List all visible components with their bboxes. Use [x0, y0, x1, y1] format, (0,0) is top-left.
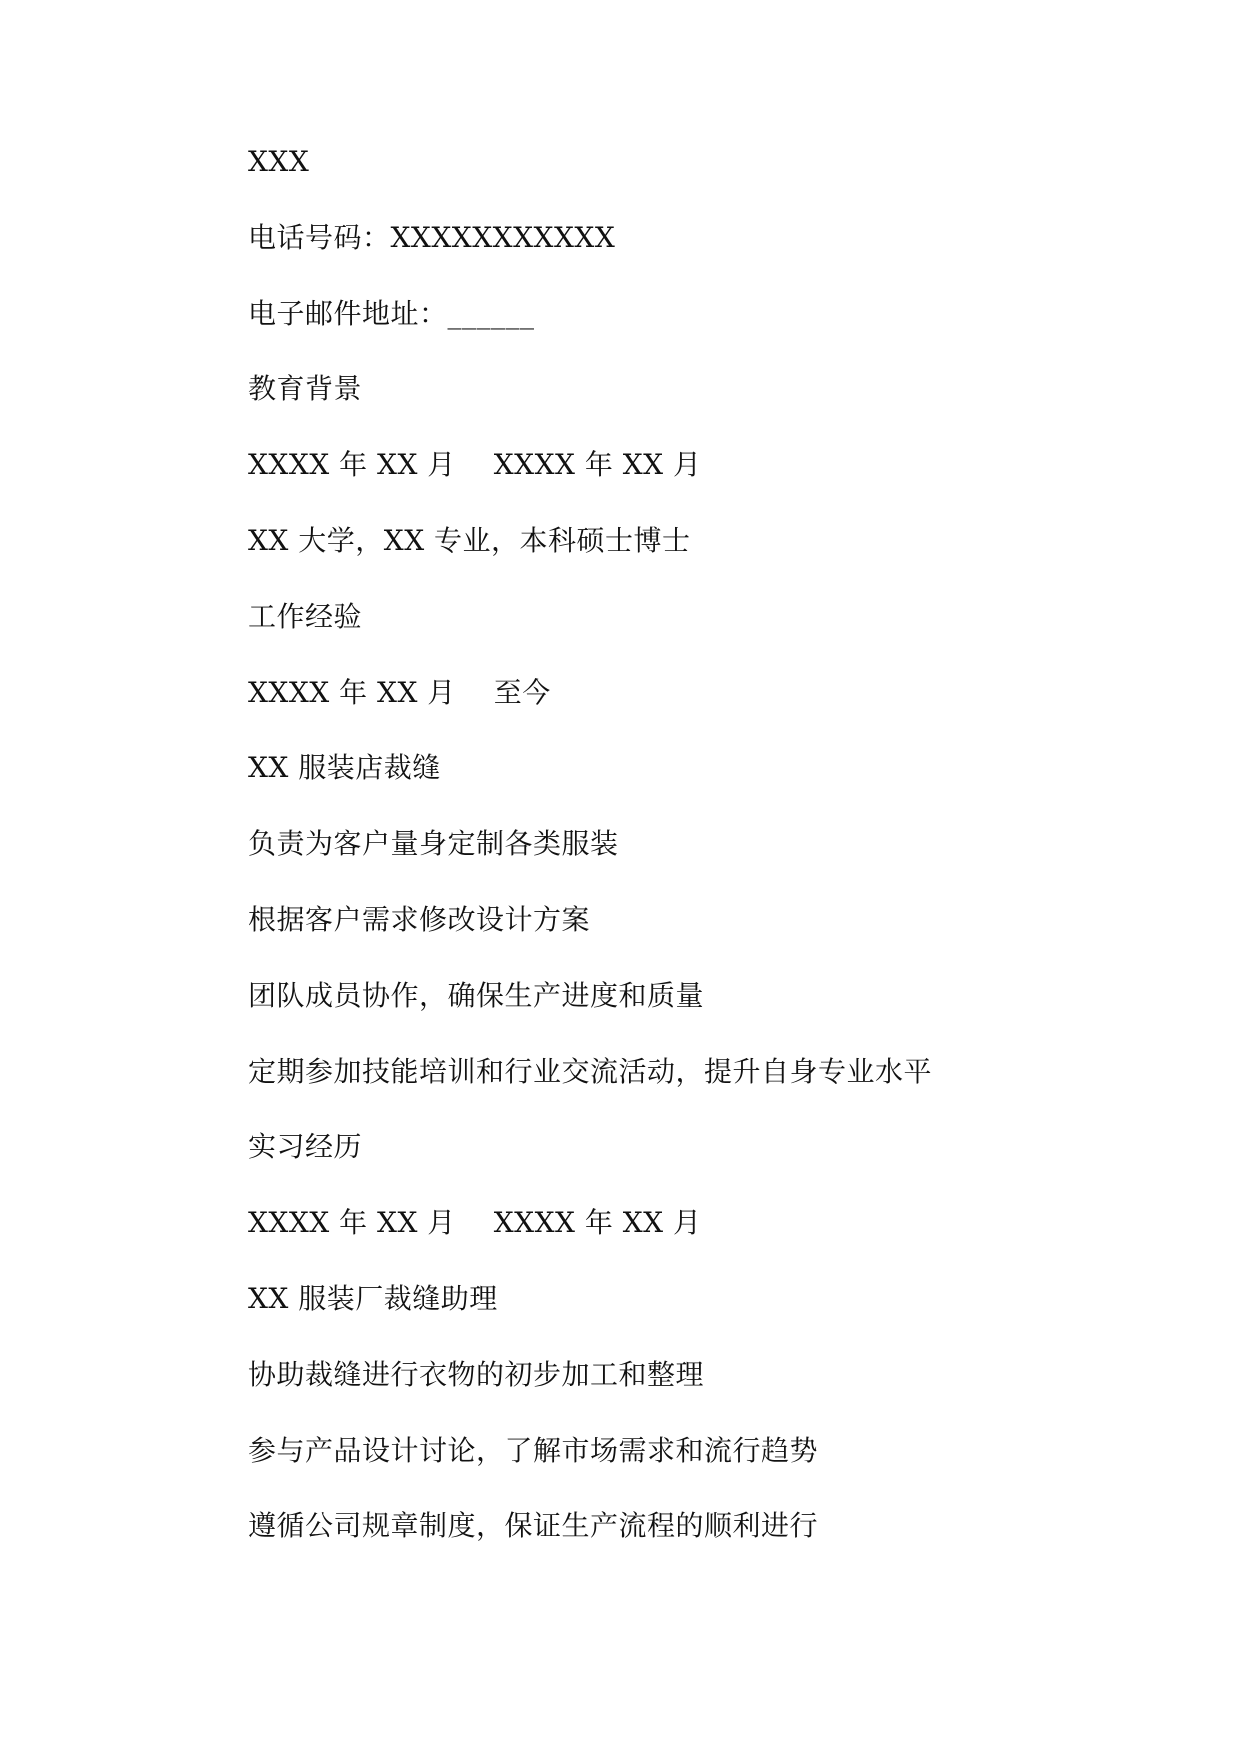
education-heading: 教育背景 [248, 372, 363, 406]
work-dates: XXXX 年 XX 月 至今 [248, 675, 551, 709]
internship-duty-3: 遵循公司规章制度，保证生产流程的顺利进行 [248, 1509, 819, 1543]
email-line: 电子邮件地址：______ [248, 296, 535, 330]
internship-duty-2: 参与产品设计讨论，了解市场需求和流行趋势 [248, 1433, 819, 1467]
name-line: XXX [248, 145, 310, 178]
education-dates: XXXX 年 XX 月 XXXX 年 XX 月 [248, 448, 702, 482]
work-heading: 工作经验 [248, 599, 363, 633]
resume-content [248, 145, 1148, 1588]
internship-heading: 实习经历 [248, 1130, 363, 1164]
education-school: XX 大学，XX 专业，本科硕士博士 [248, 523, 691, 557]
internship-dates: XXXX 年 XX 月 XXXX 年 XX 月 [248, 1206, 702, 1240]
work-duty-2: 根据客户需求修改设计方案 [248, 902, 591, 936]
phone-line: 电话号码：XXXXXXXXXXX [248, 220, 616, 254]
work-duty-4: 定期参加技能培训和行业交流活动，提升自身专业水平 [248, 1054, 933, 1088]
work-title: XX 服装店裁缝 [248, 751, 441, 785]
internship-title: XX 服装厂裁缝助理 [248, 1281, 498, 1315]
work-duty-3: 团队成员协作，确保生产进度和质量 [248, 978, 705, 1012]
work-duty-1: 负责为客户量身定制各类服装 [248, 827, 619, 861]
internship-duty-1: 协助裁缝进行衣物的初步加工和整理 [248, 1357, 705, 1391]
